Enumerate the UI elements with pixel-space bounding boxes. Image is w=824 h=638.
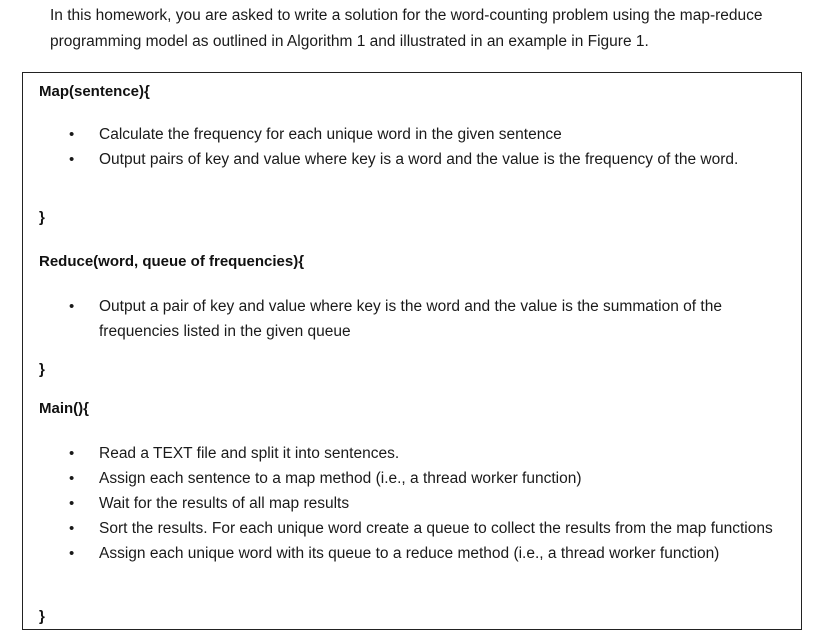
main-step-4 — [67, 516, 777, 541]
intro-paragraph: In this homework, you are asked to write a solution for the word-counting problem using the map-reduce programming model as outlined in Algorithm 1 and illustrated in an example in Figure 1. — [50, 7, 763, 50]
main-step-2-text: Assign each sentence to a map method (i.e., a thread worker function) — [99, 470, 582, 487]
reduce-close-brace: } — [39, 361, 45, 378]
main-step-4-text: Sort the results. For each unique word create a queue to collect the results from the map functions — [99, 520, 773, 537]
reduce-step-1-text: Output a pair of key and value where key is the word and the value is the summation of the frequencies listed in the given queue — [99, 298, 722, 340]
map-step-2-text: Output pairs of key and value where key is a word and the value is the frequency of the word. — [99, 151, 739, 168]
reduce-steps-list — [67, 294, 777, 344]
bullet-icon: • — [69, 520, 75, 537]
bullet-icon: • — [69, 545, 75, 562]
main-signature: Main(){ — [39, 400, 89, 417]
bullet-icon: • — [69, 298, 75, 315]
main-step-1 — [67, 441, 777, 466]
map-step-1-text: Calculate the frequency for each unique word in the given sentence — [99, 126, 562, 143]
map-step-2 — [67, 147, 777, 172]
map-step-1 — [67, 122, 777, 147]
bullet-icon: • — [69, 151, 75, 168]
reduce-step-1 — [67, 294, 777, 344]
main-step-2 — [67, 466, 777, 491]
main-step-3-text: Wait for the results of all map results — [99, 495, 350, 512]
main-steps-list — [67, 441, 777, 566]
main-step-5-text: Assign each unique word with its queue to a reduce method (i.e., a thread worker function) — [99, 545, 720, 562]
main-step-3 — [67, 491, 777, 516]
main-step-5 — [67, 541, 777, 566]
map-steps-list — [67, 122, 777, 172]
map-close-brace: } — [39, 209, 45, 226]
main-close-brace: } — [39, 608, 45, 625]
bullet-icon: • — [69, 470, 75, 487]
algorithm-box — [22, 72, 802, 630]
bullet-icon: • — [69, 126, 75, 143]
map-signature: Map(sentence){ — [39, 83, 150, 100]
bullet-icon: • — [69, 495, 75, 512]
bullet-icon: • — [69, 445, 75, 462]
main-step-1-text: Read a TEXT file and split it into sentences. — [99, 445, 400, 462]
reduce-signature: Reduce(word, queue of frequencies){ — [39, 253, 305, 270]
